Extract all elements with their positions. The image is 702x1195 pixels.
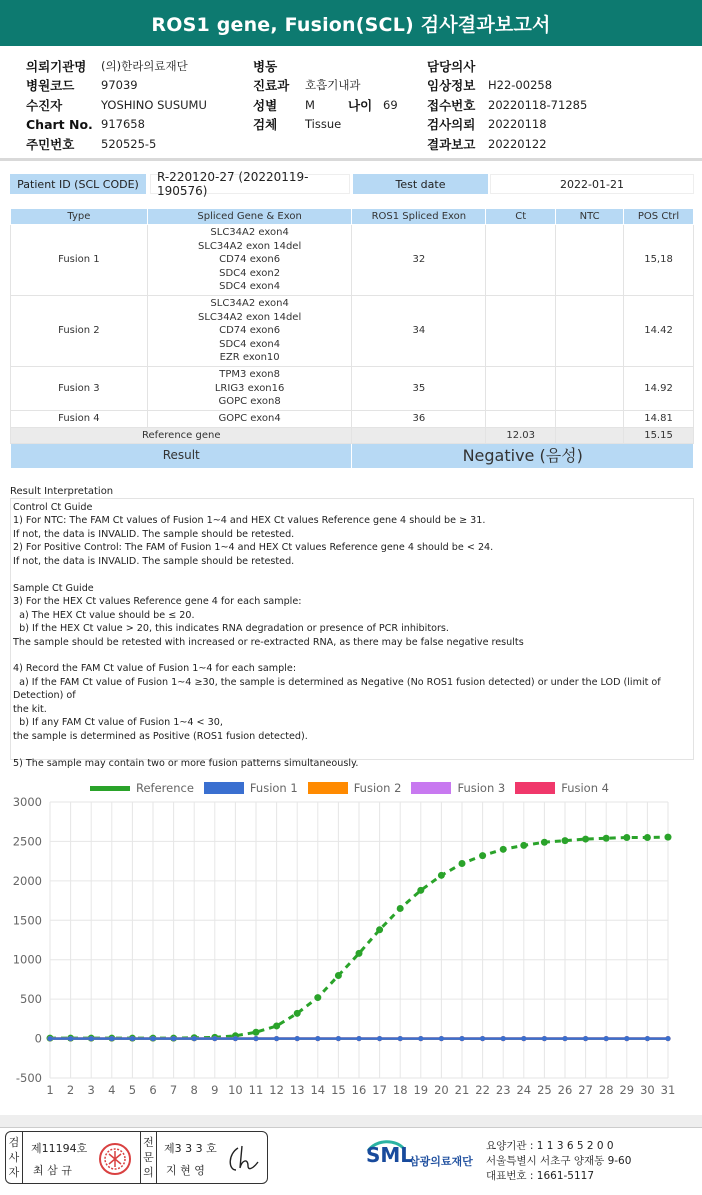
data-point xyxy=(335,972,342,979)
label-receipt-no: 접수번호 xyxy=(427,97,476,113)
cell-ct xyxy=(486,225,556,296)
data-point xyxy=(109,1036,114,1041)
label-chart-no: Chart No. xyxy=(26,116,93,132)
x-tick-label: 9 xyxy=(211,1083,219,1097)
col-header-genes: Spliced Gene & Exon xyxy=(147,209,352,225)
cell-type: Fusion 1 xyxy=(11,225,148,296)
data-point xyxy=(665,834,672,841)
specialist-label-char: 의 xyxy=(143,1166,154,1179)
label-ward: 병동 xyxy=(253,58,278,74)
interpretation-line: a) If the FAM Ct value of Fusion 1~4 ≥30, the sample is determined as Negative (No ROS1 fusion detected) or under the LOD (limit of Detection) of xyxy=(13,676,664,702)
cell-pos: 14.92 xyxy=(624,367,694,411)
data-point xyxy=(398,1036,403,1041)
value-chart-no: 917658 xyxy=(101,117,145,132)
cell-genes xyxy=(147,367,352,411)
data-point xyxy=(501,1036,506,1041)
interpretation-line xyxy=(13,568,691,581)
value-patient-name: YOSHINO SUSUMU xyxy=(101,97,207,112)
cell-ntc xyxy=(556,225,624,296)
x-tick-label: 3 xyxy=(87,1083,95,1097)
x-tick-label: 23 xyxy=(495,1083,511,1097)
data-point xyxy=(583,1036,588,1041)
y-tick-label: 3000 xyxy=(12,795,42,809)
examiner-label-char: 검 xyxy=(8,1136,20,1149)
interpretation-line: a) The HEX Ct value should be ≤ 20. xyxy=(13,609,195,621)
data-point xyxy=(417,887,424,894)
address-line: 대표번호 : 1661-5117 xyxy=(486,1170,595,1182)
reference-gene-exon xyxy=(352,428,486,444)
data-point xyxy=(336,1036,341,1041)
gene-line: SDC4 exon4 xyxy=(219,338,281,350)
x-tick-label: 30 xyxy=(640,1083,655,1097)
col-header-type: Type xyxy=(11,209,148,225)
examiner-name: 최 삼 규 xyxy=(33,1164,72,1177)
x-tick-label: 22 xyxy=(475,1083,490,1097)
data-point xyxy=(68,1036,73,1041)
cell-ntc xyxy=(556,367,624,411)
cell-type: Fusion 2 xyxy=(11,296,148,367)
footer-band xyxy=(0,1115,702,1127)
data-point xyxy=(541,839,548,846)
data-point xyxy=(582,836,589,843)
gene-line: SLC34A2 exon4 xyxy=(210,227,289,239)
interpretation-line: the kit. xyxy=(13,703,47,715)
data-point xyxy=(377,1036,382,1041)
reference-gene-label: Reference gene xyxy=(11,428,352,444)
x-tick-label: 14 xyxy=(310,1083,326,1097)
legend-label: Fusion 3 xyxy=(457,781,506,795)
value-specimen: Tissue xyxy=(305,117,342,132)
organization-name: 삼광의료재단 xyxy=(409,1155,473,1168)
gene-line: SLC34A2 exon 14del xyxy=(198,240,302,252)
header-divider xyxy=(0,158,702,161)
interpretation-line: 5) The sample may contain two or more fusion patterns simultaneously. xyxy=(13,757,359,769)
data-point xyxy=(356,1036,361,1041)
label-institution: 의뢰기관명 xyxy=(26,58,87,74)
cell-type: Fusion 4 xyxy=(11,411,148,428)
label-patient-name: 수진자 xyxy=(26,97,63,113)
address-line: 서울특별시 서초구 양재동 9-60 xyxy=(486,1155,632,1167)
interpretation-line: 2) For Positive Control: The FAM of Fusion 1~4 and HEX Ct values Reference gene 4 should be < 24. xyxy=(13,542,494,554)
data-point xyxy=(459,860,466,867)
value-sex: M xyxy=(305,97,315,112)
data-point xyxy=(624,1036,629,1041)
label-doctor: 담당의사 xyxy=(427,58,476,74)
y-tick-label: -500 xyxy=(15,1071,42,1085)
legend-label: Reference xyxy=(136,781,194,795)
interpretation-line: The sample should be retested with increased or re-extracted RNA, as there may be false negative results xyxy=(13,636,524,648)
y-tick-label: 1500 xyxy=(12,913,42,928)
x-tick-label: 16 xyxy=(351,1083,367,1097)
col-header-ntc: NTC xyxy=(556,209,624,225)
gene-line: SDC4 exon2 xyxy=(219,267,281,279)
data-point xyxy=(253,1029,260,1036)
x-tick-label: 21 xyxy=(454,1083,470,1097)
x-tick-label: 31 xyxy=(660,1083,676,1097)
gene-line: SLC34A2 exon 14del xyxy=(198,311,302,323)
interpretation-line xyxy=(13,649,691,662)
x-tick-label: 13 xyxy=(289,1083,305,1097)
cell-exon: 32 xyxy=(352,225,486,296)
interpretation-title: Result Interpretation xyxy=(10,486,114,497)
data-point xyxy=(542,1036,547,1041)
data-point xyxy=(295,1036,300,1041)
y-tick-label: 500 xyxy=(20,992,42,1007)
x-tick-label: 25 xyxy=(537,1083,552,1097)
value-age: 69 xyxy=(383,97,398,112)
table-row xyxy=(11,296,694,367)
cell-type: Fusion 3 xyxy=(11,367,148,411)
y-tick-label: 0 xyxy=(34,1031,42,1046)
patient-id-row xyxy=(10,170,694,198)
value-institution: (의)한라의료재단 xyxy=(101,58,188,73)
result-row xyxy=(11,444,694,469)
result-value: Negative (음성) xyxy=(352,444,694,469)
specialist-label xyxy=(140,1132,157,1183)
cell-ct xyxy=(486,367,556,411)
col-header-ct: Ct xyxy=(486,209,556,225)
x-tick-label: 10 xyxy=(228,1083,243,1097)
data-point xyxy=(315,1036,320,1041)
examiner-label-char: 사 xyxy=(8,1151,20,1164)
cell-ntc xyxy=(556,296,624,367)
data-point xyxy=(150,1036,155,1041)
value-request-date: 20220118 xyxy=(488,117,547,132)
cell-pos: 15,18 xyxy=(624,225,694,296)
interpretation-line: b) If any FAM Ct value of Fusion 1~4 < 30, xyxy=(13,717,223,729)
gene-line: SDC4 exon4 xyxy=(219,281,281,293)
gene-line: EZR exon10 xyxy=(219,352,280,364)
data-point xyxy=(439,1036,444,1041)
header-column-3 xyxy=(427,56,587,154)
data-point xyxy=(89,1036,94,1041)
patient-id-label: Patient ID (SCL CODE) xyxy=(10,174,146,194)
label-resident-no: 주민번호 xyxy=(26,136,75,152)
interpretation-line xyxy=(13,743,691,756)
interpretation-box xyxy=(10,498,694,769)
data-point xyxy=(192,1036,197,1041)
legend-label: Fusion 1 xyxy=(249,781,298,795)
cell-genes xyxy=(147,225,352,296)
address-line: 요양기관 : 1 1 3 6 5 2 0 0 xyxy=(486,1140,614,1152)
col-header-ros1-exon: ROS1 Spliced Exon xyxy=(352,209,486,225)
gene-line: SLC34A2 exon4 xyxy=(210,298,289,310)
label-report-date: 결과보고 xyxy=(427,136,476,152)
specialist-label-char: 전 xyxy=(143,1136,154,1149)
x-tick-label: 7 xyxy=(169,1083,178,1097)
report-title: ROS1 gene, Fusion(SCL) 검사결과보고서 xyxy=(0,0,702,46)
cell-pos: 14.42 xyxy=(624,296,694,367)
reference-gene-row xyxy=(11,428,694,444)
gene-line: TPM3 exon8 xyxy=(219,369,280,381)
value-receipt-no: 20220118-71285 xyxy=(488,97,588,112)
legend-label: Fusion 4 xyxy=(561,781,609,795)
label-age: 나이 xyxy=(348,97,373,113)
data-point xyxy=(294,1010,301,1017)
data-point xyxy=(253,1036,258,1041)
legend-label: Fusion 2 xyxy=(353,781,402,795)
data-point xyxy=(520,842,527,849)
examiner-seal-icon xyxy=(96,1142,134,1176)
x-tick-label: 27 xyxy=(578,1083,593,1097)
x-tick-label: 28 xyxy=(598,1083,614,1097)
gene-line: GOPC exon8 xyxy=(218,396,281,408)
data-point xyxy=(623,834,630,841)
data-point xyxy=(500,846,507,853)
gene-line: LRIG3 exon16 xyxy=(214,382,285,394)
x-tick-label: 5 xyxy=(128,1083,137,1097)
result-label: Result xyxy=(11,444,352,469)
cell-ntc xyxy=(556,411,624,428)
x-tick-label: 1 xyxy=(46,1083,54,1097)
interpretation-line: Control Ct Guide xyxy=(13,502,93,513)
cell-ct xyxy=(486,296,556,367)
organization-address xyxy=(486,1139,631,1184)
x-tick-label: 4 xyxy=(108,1083,116,1097)
gene-line: CD74 exon6 xyxy=(219,254,281,266)
data-point xyxy=(644,834,651,841)
label-hospital-code: 병원코드 xyxy=(26,78,75,94)
patient-id-value: R-220120-27 (20220119-190576) xyxy=(150,174,350,194)
x-tick-label: 12 xyxy=(269,1083,284,1097)
cell-exon: 34 xyxy=(352,296,486,367)
cell-ct xyxy=(486,411,556,428)
data-point xyxy=(314,994,321,1001)
footer-divider xyxy=(0,1127,702,1128)
data-point xyxy=(521,1036,526,1041)
value-report-date: 20220122 xyxy=(488,136,547,151)
data-point xyxy=(212,1036,217,1041)
sml-logo-word: SML xyxy=(366,1143,414,1167)
interpretation-line: If not, the data is INVALID. The sample should be retested. xyxy=(13,528,295,540)
cell-genes xyxy=(147,296,352,367)
test-date-value: 2022-01-21 xyxy=(490,174,694,194)
x-tick-label: 15 xyxy=(331,1083,346,1097)
x-tick-label: 29 xyxy=(619,1083,635,1097)
data-point xyxy=(274,1036,279,1041)
value-department: 호흡기내과 xyxy=(305,78,361,93)
x-tick-label: 20 xyxy=(434,1083,449,1097)
data-point xyxy=(418,1036,423,1041)
interpretation-line: 1) For NTC: The FAM Ct values of Fusion 1~4 and HEX Ct values Reference gene 4 should be ≥ 31. xyxy=(13,515,486,527)
table-row xyxy=(11,367,694,411)
x-tick-label: 11 xyxy=(248,1083,264,1097)
data-point xyxy=(47,1036,52,1041)
data-point xyxy=(376,926,383,933)
label-sex: 성별 xyxy=(253,97,278,113)
cell-exon: 36 xyxy=(352,411,486,428)
data-point xyxy=(356,950,363,957)
interpretation-line: Sample Ct Guide xyxy=(13,582,94,594)
specialist-signature-icon xyxy=(224,1142,264,1176)
results-table xyxy=(10,208,694,469)
label-clinical-info: 임상정보 xyxy=(427,78,476,94)
examiner-license-no: 제11194호 xyxy=(31,1142,88,1155)
x-tick-label: 19 xyxy=(413,1083,429,1097)
interpretation-line: b) If the HEX Ct value > 20, this indicates RNA degradation or presence of PCR inhibitors. xyxy=(13,623,449,635)
examiner-label-char: 자 xyxy=(8,1166,20,1179)
amplification-chart xyxy=(0,770,702,1115)
x-tick-label: 8 xyxy=(190,1083,198,1097)
data-point xyxy=(233,1036,238,1041)
data-point xyxy=(171,1036,176,1041)
table-row xyxy=(11,225,694,296)
specialist-name: 지 현 영 xyxy=(166,1164,205,1177)
interpretation-line: If not, the data is INVALID. The sample should be retested. xyxy=(13,555,295,567)
x-tick-label: 26 xyxy=(557,1083,573,1097)
header-column-1 xyxy=(26,56,207,154)
reference-gene-ntc xyxy=(556,428,624,444)
y-tick-label: 1000 xyxy=(12,952,42,967)
label-department: 진료과 xyxy=(253,78,290,94)
value-hospital-code: 97039 xyxy=(101,78,138,93)
data-point xyxy=(479,852,486,859)
gene-line: GOPC exon4 xyxy=(218,413,281,425)
reference-gene-pos: 15.15 xyxy=(624,428,694,444)
label-specimen: 검체 xyxy=(253,117,278,133)
data-point xyxy=(273,1022,280,1029)
y-tick-label: 2500 xyxy=(12,834,42,849)
data-point xyxy=(459,1036,464,1041)
cell-exon: 35 xyxy=(352,367,486,411)
table-header-row xyxy=(11,209,694,225)
specialist-label-char: 문 xyxy=(143,1151,154,1164)
x-tick-label: 6 xyxy=(149,1083,157,1097)
data-point xyxy=(562,1036,567,1041)
gene-line: CD74 exon6 xyxy=(219,325,281,337)
data-point xyxy=(438,872,445,879)
value-clinical-info: H22-00258 xyxy=(488,78,553,93)
value-resident-no: 520525-5 xyxy=(101,136,157,151)
cell-pos: 14.81 xyxy=(624,411,694,428)
x-tick-label: 2 xyxy=(66,1083,75,1097)
data-point xyxy=(480,1036,485,1041)
label-request-date: 검사의뢰 xyxy=(427,117,476,133)
reference-gene-ct: 12.03 xyxy=(486,428,556,444)
specialist-license-no: 제3 3 3 호 xyxy=(164,1142,217,1155)
cell-genes xyxy=(147,411,352,428)
col-header-pos-ctrl: POS Ctrl xyxy=(624,209,694,225)
data-point xyxy=(603,835,610,842)
x-tick-label: 24 xyxy=(516,1083,532,1097)
x-tick-label: 18 xyxy=(392,1083,408,1097)
data-point xyxy=(604,1036,609,1041)
data-point xyxy=(645,1036,650,1041)
data-point xyxy=(397,905,404,912)
signature-box xyxy=(5,1131,268,1184)
table-row xyxy=(11,411,694,428)
y-tick-label: 2000 xyxy=(12,873,42,888)
interpretation-line: 4) Record the FAM Ct value of Fusion 1~4 for each sample: xyxy=(13,663,297,675)
header-column-2 xyxy=(253,56,398,134)
test-date-label: Test date xyxy=(353,174,488,194)
data-point xyxy=(665,1036,670,1041)
data-point xyxy=(562,837,569,844)
interpretation-line: the sample is determined as Positive (ROS1 fusion detected). xyxy=(13,730,308,742)
interpretation-line: 3) For the HEX Ct values Reference gene 4 for each sample: xyxy=(13,596,302,608)
examiner-label xyxy=(6,1132,23,1183)
x-tick-label: 17 xyxy=(372,1083,387,1097)
data-point xyxy=(130,1036,135,1041)
